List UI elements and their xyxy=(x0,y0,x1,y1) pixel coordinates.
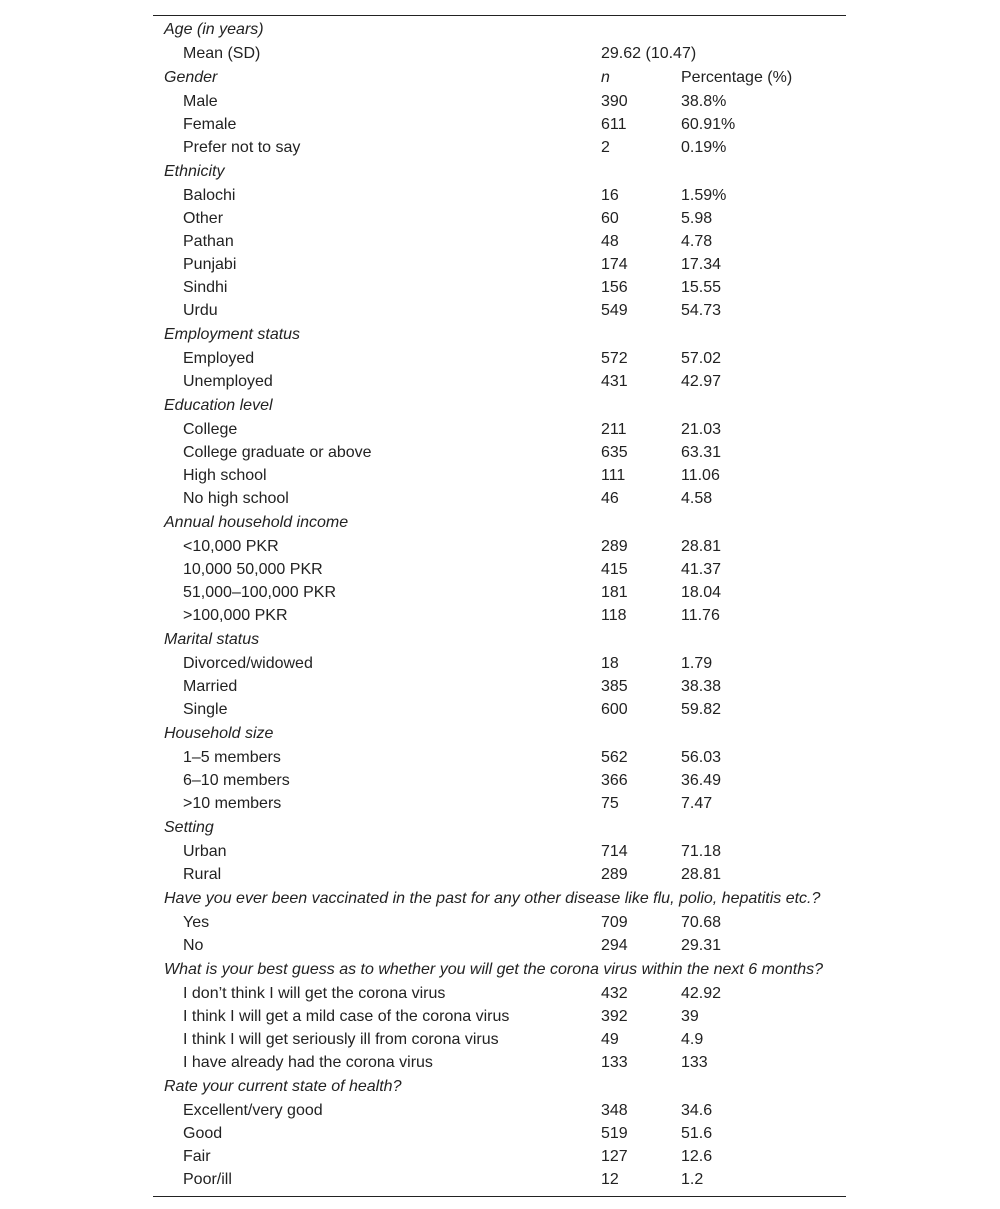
row-percentage: 59.82 xyxy=(681,701,722,718)
section-heading-row xyxy=(153,627,846,652)
row-percentage: 54.73 xyxy=(681,302,722,319)
row-percentage: 1.79 xyxy=(681,655,713,672)
row-percentage: 28.81 xyxy=(681,866,722,883)
row-label: Pathan xyxy=(183,233,234,250)
row-percentage: 38.8% xyxy=(681,93,727,110)
row-percentage: 0.19% xyxy=(681,139,727,156)
section-heading: What is your best guess as to whether you will get the corona virus within the next 6 months? xyxy=(164,961,823,978)
row-count: 48 xyxy=(601,233,619,250)
row-percentage: 133 xyxy=(681,1054,708,1071)
table-row xyxy=(153,911,846,934)
demographics-table xyxy=(153,15,846,1197)
table-row xyxy=(153,1168,846,1191)
row-percentage: 4.78 xyxy=(681,233,713,250)
row-count: 18 xyxy=(601,655,619,672)
row-percentage: 4.9 xyxy=(681,1031,704,1048)
row-percentage: 56.03 xyxy=(681,749,722,766)
row-label: Good xyxy=(183,1125,223,1142)
row-count: 415 xyxy=(601,561,628,578)
row-label: I have already had the corona virus xyxy=(183,1054,433,1071)
table-row xyxy=(153,253,846,276)
table-row xyxy=(153,113,846,136)
table-row xyxy=(153,863,846,886)
section-heading: Age (in years) xyxy=(164,21,264,38)
table-row xyxy=(153,136,846,159)
table-row xyxy=(153,184,846,207)
row-percentage: 36.49 xyxy=(681,772,722,789)
row-percentage: 29.31 xyxy=(681,937,722,954)
table-row xyxy=(153,207,846,230)
table-row xyxy=(153,441,846,464)
row-count: 611 xyxy=(601,116,627,133)
row-label: Punjabi xyxy=(183,256,237,273)
section-heading: Have you ever been vaccinated in the past for any other disease like flu, polio, hepatitis etc.? xyxy=(164,890,821,907)
table-row xyxy=(153,347,846,370)
row-percentage: 39 xyxy=(681,1008,699,1025)
row-label: 1–5 members xyxy=(183,749,281,766)
table-row xyxy=(153,604,846,627)
row-count: 572 xyxy=(601,350,628,367)
section-heading-row xyxy=(153,721,846,746)
table-row xyxy=(153,1099,846,1122)
row-percentage: 70.68 xyxy=(681,914,722,931)
row-count: 431 xyxy=(601,373,628,390)
table-row xyxy=(153,934,846,957)
row-count: 519 xyxy=(601,1125,628,1142)
section-heading: Education level xyxy=(164,397,273,414)
table-row xyxy=(153,652,846,675)
row-percentage: 4.58 xyxy=(681,490,713,507)
row-count: 635 xyxy=(601,444,628,461)
row-percentage: 15.55 xyxy=(681,279,722,296)
row-count: 133 xyxy=(601,1054,628,1071)
row-percentage: 7.47 xyxy=(681,795,713,812)
row-label: Urdu xyxy=(183,302,218,319)
row-label: Poor/ill xyxy=(183,1171,232,1188)
row-label: Other xyxy=(183,210,224,227)
row-percentage: 11.76 xyxy=(681,607,720,624)
row-percentage: 1.59% xyxy=(681,187,727,204)
row-label: >10 members xyxy=(183,795,282,812)
row-label: Prefer not to say xyxy=(183,139,301,156)
section-heading-row xyxy=(153,65,846,90)
row-count: 156 xyxy=(601,279,628,296)
row-label: I think I will get a mild case of the corona virus xyxy=(183,1008,510,1025)
column-header-percentage: Percentage (%) xyxy=(681,69,793,86)
section-heading-row xyxy=(153,886,846,911)
row-count: 49 xyxy=(601,1031,619,1048)
row-percentage: 60.91% xyxy=(681,116,736,133)
row-label: Single xyxy=(183,701,228,718)
row-label: Sindhi xyxy=(183,279,228,296)
row-percentage: 21.03 xyxy=(681,421,722,438)
section-heading-row xyxy=(153,1074,846,1099)
row-percentage: 28.81 xyxy=(681,538,722,555)
row-percentage: 17.34 xyxy=(681,256,722,273)
row-count: 600 xyxy=(601,701,628,718)
table-row xyxy=(153,90,846,113)
section-heading-row xyxy=(153,957,846,982)
row-count: 432 xyxy=(601,985,628,1002)
section-heading-row xyxy=(153,159,846,184)
row-label: College graduate or above xyxy=(183,444,372,461)
row-count: 294 xyxy=(601,937,628,954)
table-row xyxy=(153,982,846,1005)
row-percentage: 1.2 xyxy=(681,1171,704,1188)
section-heading-row xyxy=(153,322,846,347)
row-percentage: 18.04 xyxy=(681,584,722,601)
row-percentage: 11.06 xyxy=(681,467,720,484)
column-header-n: n xyxy=(601,69,610,86)
row-count: 562 xyxy=(601,749,628,766)
table-row xyxy=(153,1005,846,1028)
table-row xyxy=(153,418,846,441)
row-count: 709 xyxy=(601,914,628,931)
row-count: 127 xyxy=(601,1148,628,1165)
row-count: 16 xyxy=(601,187,619,204)
section-heading-row xyxy=(153,510,846,535)
row-count: 46 xyxy=(601,490,619,507)
table-row xyxy=(153,1122,846,1145)
row-label: Yes xyxy=(183,914,210,931)
section-heading: Annual household income xyxy=(164,514,349,531)
row-label: College xyxy=(183,421,238,438)
section-heading-row xyxy=(153,393,846,418)
section-heading-row xyxy=(153,17,846,42)
row-count: 348 xyxy=(601,1102,628,1119)
row-count: 118 xyxy=(601,607,627,624)
table-row xyxy=(153,1028,846,1051)
table-bottom-spacer xyxy=(153,1191,846,1196)
table-row xyxy=(153,276,846,299)
row-label: Married xyxy=(183,678,238,695)
table-row xyxy=(153,370,846,393)
row-label: 10,000 50,000 PKR xyxy=(183,561,323,578)
row-percentage: 38.38 xyxy=(681,678,722,695)
row-count: 366 xyxy=(601,772,628,789)
row-label: Urban xyxy=(183,843,227,860)
row-count: 2 xyxy=(601,139,610,156)
table-row xyxy=(153,1145,846,1168)
row-count: 211 xyxy=(601,421,627,438)
table-row xyxy=(153,698,846,721)
row-label: Employed xyxy=(183,350,255,367)
row-percentage: 34.6 xyxy=(681,1102,713,1119)
row-label: No high school xyxy=(183,490,289,507)
row-count: 60 xyxy=(601,210,619,227)
row-label: Unemployed xyxy=(183,373,273,390)
section-heading: Marital status xyxy=(164,631,260,648)
row-percentage: 63.31 xyxy=(681,444,722,461)
row-percentage: 71.18 xyxy=(681,843,722,860)
table-body xyxy=(153,17,846,1191)
row-percentage: 41.37 xyxy=(681,561,722,578)
row-label: Male xyxy=(183,93,218,110)
table-row xyxy=(153,230,846,253)
section-heading: Rate your current state of health? xyxy=(164,1078,402,1095)
row-percentage: 5.98 xyxy=(681,210,713,227)
row-percentage: 51.6 xyxy=(681,1125,713,1142)
row-label: Female xyxy=(183,116,237,133)
table-row xyxy=(153,746,846,769)
section-heading: Setting xyxy=(164,819,214,836)
row-count: 289 xyxy=(601,538,628,555)
table-row xyxy=(153,769,846,792)
row-label: No xyxy=(183,937,204,954)
row-label: Excellent/very good xyxy=(183,1102,323,1119)
row-count: 390 xyxy=(601,93,628,110)
table-row xyxy=(153,1051,846,1074)
table-row xyxy=(153,42,846,65)
row-count: 29.62 (10.47) xyxy=(601,45,697,62)
table-row xyxy=(153,675,846,698)
row-label: Divorced/widowed xyxy=(183,655,313,672)
row-label: 6–10 members xyxy=(183,772,290,789)
row-count: 289 xyxy=(601,866,628,883)
row-percentage: 57.02 xyxy=(681,350,722,367)
row-label: High school xyxy=(183,467,267,484)
table-row xyxy=(153,581,846,604)
row-label: Balochi xyxy=(183,187,236,204)
table-row xyxy=(153,535,846,558)
row-count: 549 xyxy=(601,302,628,319)
table-row xyxy=(153,840,846,863)
row-percentage: 42.97 xyxy=(681,373,722,390)
row-percentage: 42.92 xyxy=(681,985,722,1002)
row-count: 714 xyxy=(601,843,628,860)
table-row xyxy=(153,792,846,815)
row-label: 51,000–100,000 PKR xyxy=(183,584,337,601)
row-count: 111 xyxy=(601,467,626,484)
row-label: Rural xyxy=(183,866,222,883)
row-label: >100,000 PKR xyxy=(183,607,288,624)
section-heading: Gender xyxy=(164,69,218,86)
table-row xyxy=(153,558,846,581)
row-label: Mean (SD) xyxy=(183,45,261,62)
row-label: Fair xyxy=(183,1148,211,1165)
row-count: 75 xyxy=(601,795,619,812)
table-row xyxy=(153,487,846,510)
row-count: 385 xyxy=(601,678,628,695)
row-label: <10,000 PKR xyxy=(183,538,279,555)
table-row xyxy=(153,299,846,322)
row-label: I think I will get seriously ill from corona virus xyxy=(183,1031,499,1048)
row-count: 181 xyxy=(601,584,628,601)
table-row xyxy=(153,464,846,487)
row-count: 174 xyxy=(601,256,628,273)
row-count: 392 xyxy=(601,1008,628,1025)
row-count: 12 xyxy=(601,1171,619,1188)
row-percentage: 12.6 xyxy=(681,1148,713,1165)
section-heading-row xyxy=(153,815,846,840)
section-heading: Ethnicity xyxy=(164,163,225,180)
section-heading: Employment status xyxy=(164,326,301,343)
section-heading: Household size xyxy=(164,725,274,742)
row-label: I don’t think I will get the corona virus xyxy=(183,985,446,1002)
